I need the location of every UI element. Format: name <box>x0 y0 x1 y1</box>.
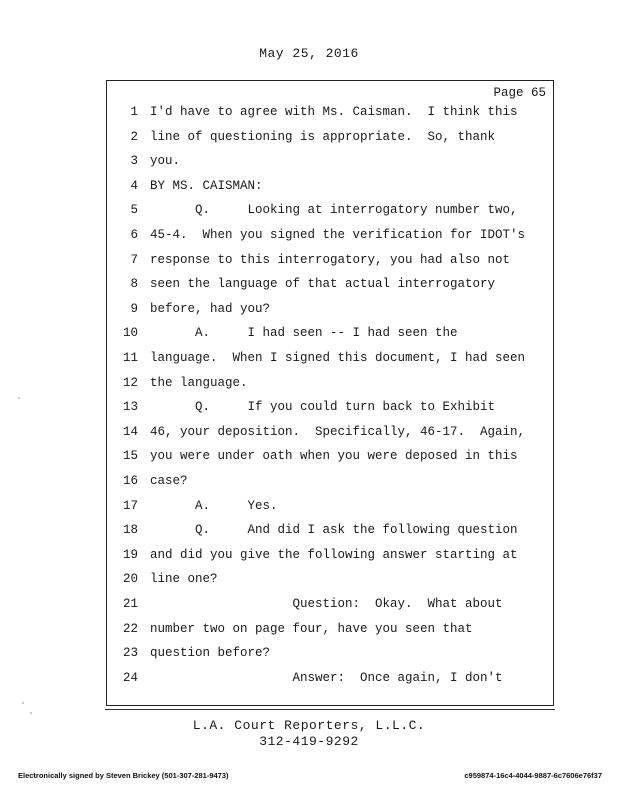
transcript-line <box>106 302 554 322</box>
transcript-line <box>106 597 554 617</box>
line-text: BY MS. CAISMAN: <box>150 178 263 193</box>
transcript-line <box>106 474 554 494</box>
line-number: 23 <box>122 646 138 661</box>
line-text: response to this interrogatory, you had also not <box>150 252 511 267</box>
transcript-line <box>106 130 554 150</box>
line-number: 13 <box>122 400 138 415</box>
signature-hash: c959874-16c4-4044-9887-6c7606e76f37 <box>464 771 602 780</box>
line-text: the language. <box>150 375 248 390</box>
line-text: A. I had seen -- I had seen the <box>150 326 458 341</box>
transcript-line <box>106 425 554 445</box>
line-number: 4 <box>130 178 138 193</box>
line-number: 3 <box>130 154 138 169</box>
line-number: 1 <box>130 105 138 119</box>
line-text: line one? <box>150 572 218 587</box>
court-reporter-phone: 312-419-9292 <box>259 734 359 749</box>
line-text: A. Yes. <box>150 498 278 513</box>
line-text: 45-4. When you signed the verification for IDOT's <box>150 228 526 242</box>
line-number: 7 <box>130 252 138 267</box>
line-text: Q. Looking at interrogatory number two, <box>150 203 518 218</box>
line-number: 6 <box>130 228 138 242</box>
line-text: before, had you? <box>150 301 271 316</box>
line-text: Question: Okay. What about <box>150 597 503 611</box>
line-number: 21 <box>122 597 138 611</box>
line-text: case? <box>150 474 188 488</box>
line-number: 9 <box>130 301 138 316</box>
transcript-line <box>106 622 554 642</box>
line-number: 17 <box>122 498 138 513</box>
transcript-line <box>106 572 554 592</box>
line-number: 16 <box>122 474 138 488</box>
line-number: 22 <box>122 621 138 636</box>
transcript-line <box>106 154 554 174</box>
scan-speck <box>30 712 32 714</box>
transcript-line <box>106 499 554 519</box>
page-number: Page 65 <box>493 86 546 100</box>
transcript-line <box>106 326 554 346</box>
line-text: and did you give the following answer starting at <box>150 547 518 562</box>
header-date: May 25, 2016 <box>259 46 359 61</box>
line-text: seen the language of that actual interrogatory <box>150 277 496 292</box>
transcript-line <box>106 449 554 469</box>
line-text: Answer: Once again, I don't <box>150 670 503 685</box>
line-number: 8 <box>130 277 138 292</box>
line-text: Q. If you could turn back to Exhibit <box>150 400 496 415</box>
scan-speck <box>18 397 20 399</box>
electronic-signature: Electronically signed by Steven Brickey (501-307-281-9473) <box>18 771 229 780</box>
scan-speck <box>22 702 24 704</box>
line-text: you were under oath when you were deposed in this <box>150 449 518 464</box>
line-text: line of questioning is appropriate. So, thank <box>150 129 496 144</box>
transcript-line <box>106 105 554 125</box>
line-text: Q. And did I ask the following question <box>150 523 518 538</box>
transcript-line <box>106 277 554 297</box>
line-number: 18 <box>122 523 138 538</box>
transcript-line <box>106 548 554 568</box>
line-number: 5 <box>130 203 138 218</box>
transcript-line <box>106 646 554 666</box>
line-number: 15 <box>122 449 138 464</box>
line-number: 2 <box>130 129 138 144</box>
transcript-line <box>106 523 554 543</box>
line-text: language. When I signed this document, I had seen <box>150 351 526 365</box>
line-number: 12 <box>122 375 138 390</box>
transcript-line <box>106 179 554 199</box>
line-text: you. <box>150 154 181 169</box>
transcript-line <box>106 253 554 273</box>
transcript-line <box>106 400 554 420</box>
transcript-line <box>106 228 554 248</box>
transcript-line <box>106 671 554 691</box>
transcript-line <box>106 203 554 223</box>
line-text: 46, your deposition. Specifically, 46-17. Again, <box>150 424 526 439</box>
court-reporter-firm: L.A. Court Reporters, L.L.C. <box>192 718 426 733</box>
line-number: 20 <box>122 572 138 587</box>
line-number: 24 <box>122 670 138 685</box>
line-number: 19 <box>122 547 138 562</box>
line-text: question before? <box>150 646 271 661</box>
line-text: number two on page four, have you seen that <box>150 621 473 636</box>
transcript-line <box>106 376 554 396</box>
transcript-line <box>106 351 554 371</box>
line-text: I'd have to agree with Ms. Caisman. I think this <box>150 105 518 119</box>
line-number: 14 <box>122 424 138 439</box>
line-number: 10 <box>122 326 138 341</box>
line-number: 11 <box>122 351 138 365</box>
